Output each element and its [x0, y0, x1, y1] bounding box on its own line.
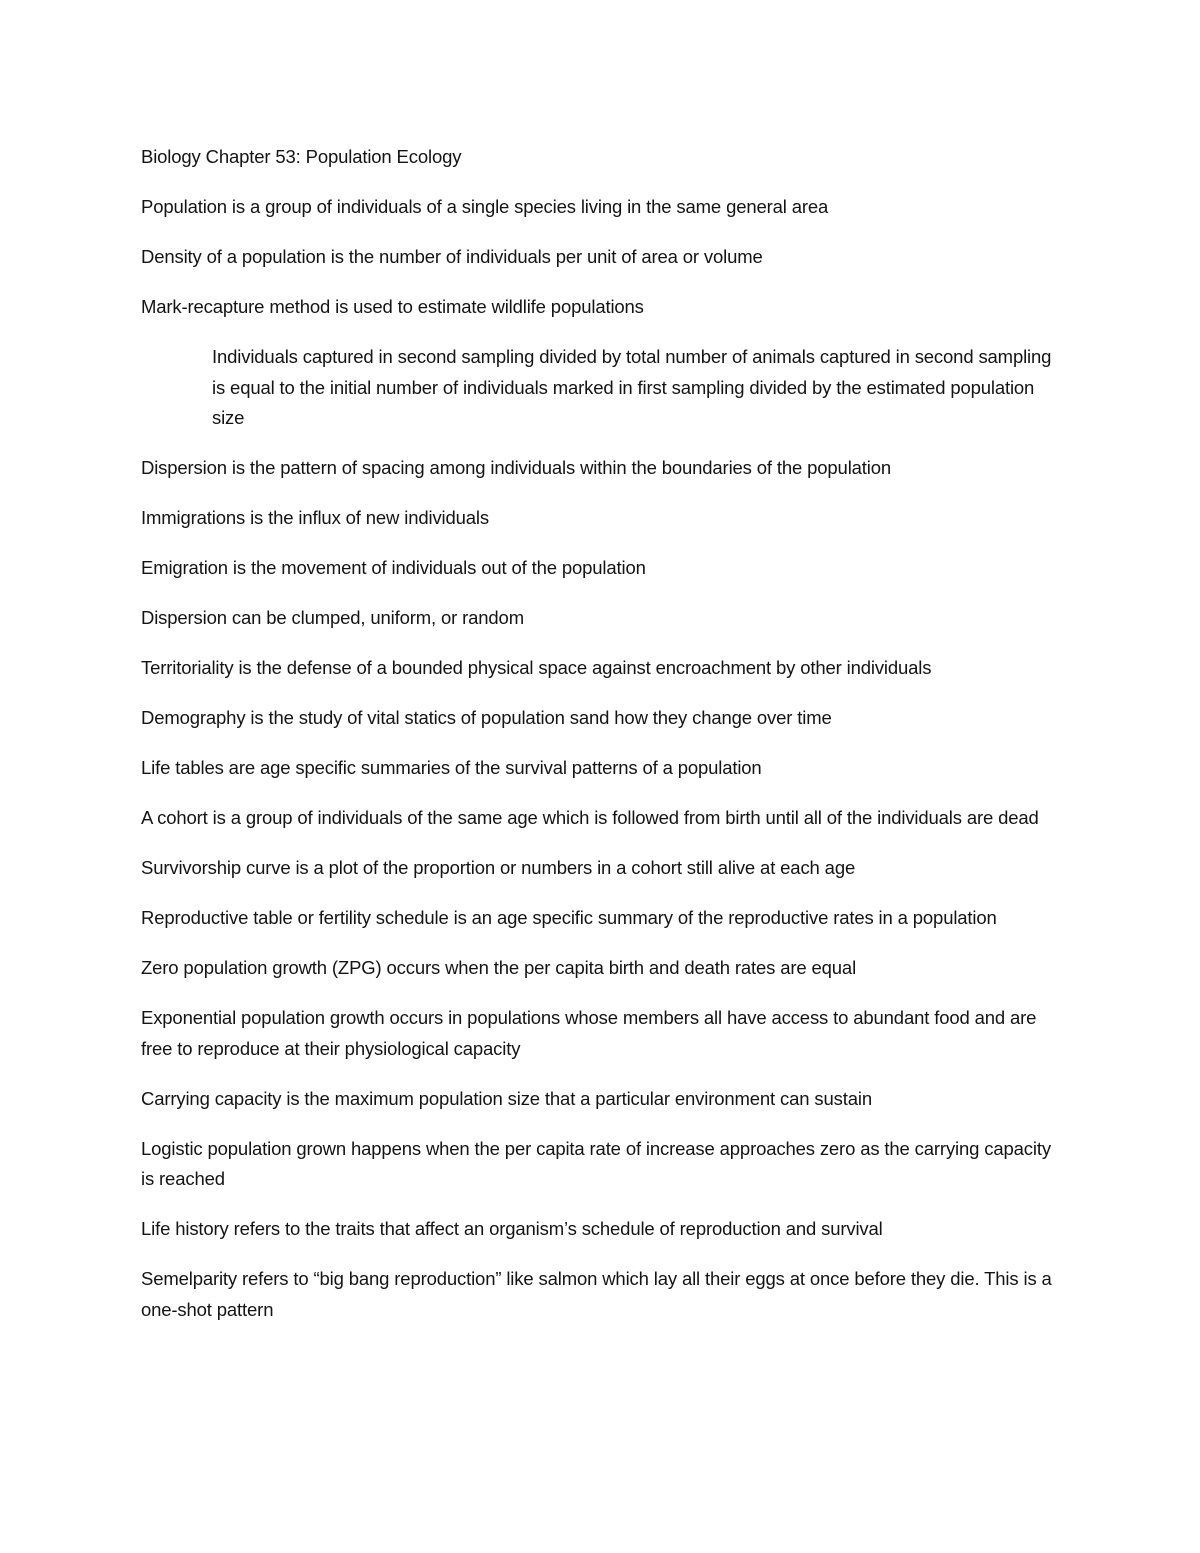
definition-territoriality: Territoriality is the defense of a bounded physical space against encroachment by other individuals — [141, 657, 932, 678]
definition-exponential-growth: Exponential population growth occurs in populations whose members all have access to abundant food and are free to reproduce at their physiological capacity — [141, 1007, 1037, 1059]
definition-life-tables: Life tables are age specific summaries of the survival patterns of a population — [141, 757, 762, 778]
definition-logistic-growth: Logistic population grown happens when the per capita rate of increase approaches zero as the carrying capacity is reached — [141, 1137, 1051, 1189]
document-title: Biology Chapter 53: Population Ecology — [141, 146, 462, 167]
definition-semelparity: Semelparity refers to “big bang reproduction” like salmon which lay all their eggs at once before they die. This is a one-shot pattern — [141, 1268, 1052, 1320]
definition-immigration: Immigrations is the influx of new individuals — [141, 507, 489, 528]
definition-density: Density of a population is the number of individuals per unit of area or volume — [141, 246, 763, 267]
definition-population: Population is a group of individuals of a single species living in the same general area — [141, 196, 829, 217]
definition-life-history: Life history refers to the traits that affect an organism’s schedule of reproduction and survival — [141, 1218, 883, 1239]
definition-carrying-capacity: Carrying capacity is the maximum population size that a particular environment can sustain — [141, 1087, 872, 1109]
definition-demography: Demography is the study of vital statics of population sand how they change over time — [141, 707, 832, 728]
mark-recapture-formula: Individuals captured in second sampling divided by total number of animals captured in second sampling is equal to the initial number of individuals marked in first sampling divided by the estimated population size — [212, 346, 1052, 428]
definition-zpg: Zero population growth (ZPG) occurs when the per capita birth and death rates are equal — [141, 957, 857, 978]
definition-survivorship-curve: Survivorship curve is a plot of the proportion or numbers in a cohort still alive at each age — [141, 857, 856, 878]
definition-emigration: Emigration is the movement of individuals out of the population — [141, 557, 646, 578]
definition-dispersion: Dispersion is the pattern of spacing among individuals within the boundaries of the population — [141, 457, 892, 478]
definition-reproductive-table: Reproductive table or fertility schedule is an age specific summary of the reproductive rates in a population — [141, 907, 997, 928]
document-body — [141, 142, 1056, 1345]
dispersion-types: Dispersion can be clumped, uniform, or random — [141, 607, 524, 628]
definition-cohort: A cohort is a group of individuals of the same age which is followed from birth until all of the individuals are dead — [141, 807, 1039, 828]
definition-mark-recapture: Mark-recapture method is used to estimate wildlife populations — [141, 296, 644, 317]
